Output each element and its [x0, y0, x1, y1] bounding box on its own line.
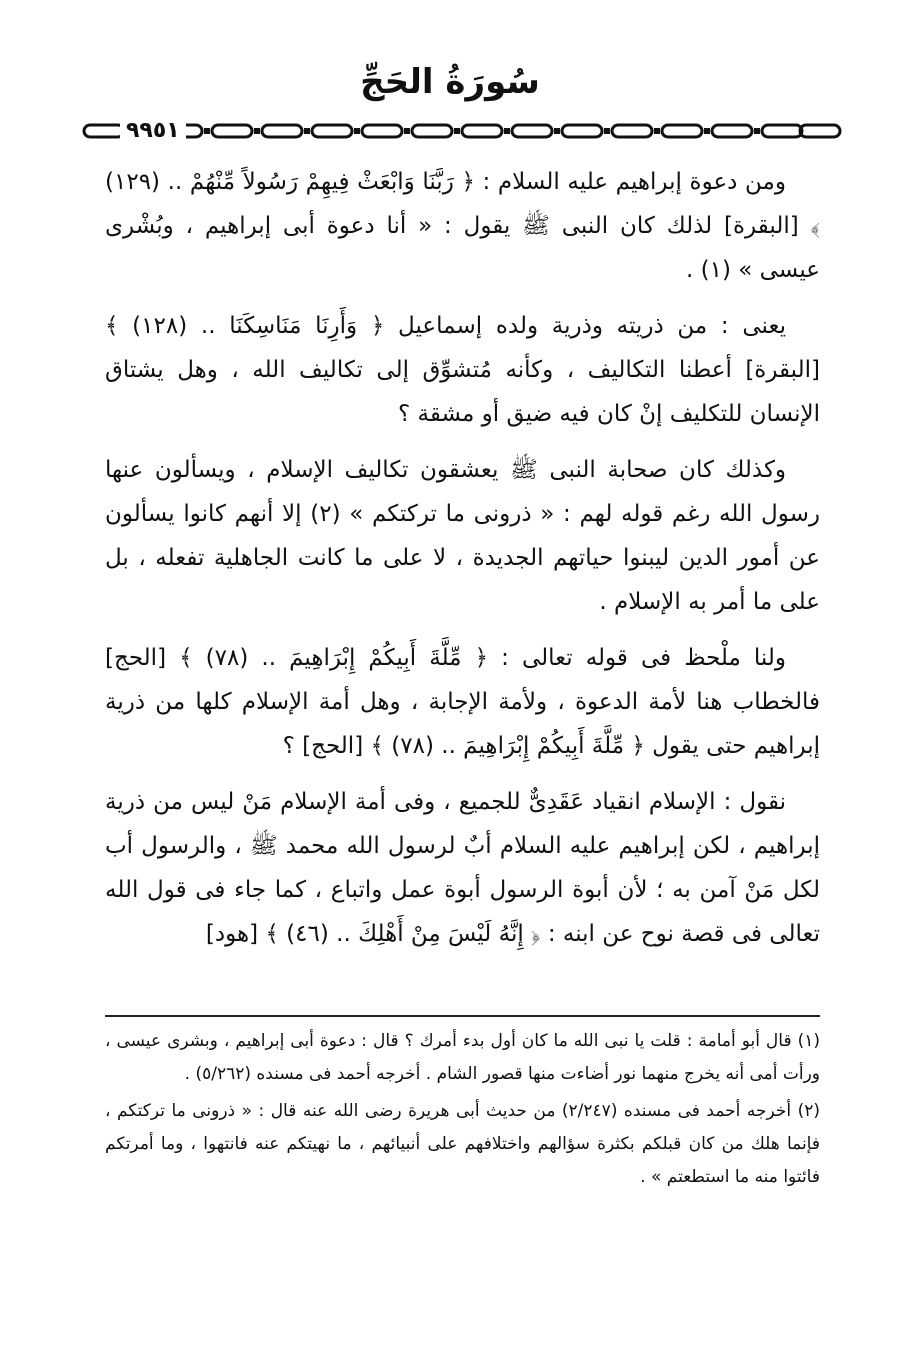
- paragraph: ومن دعوة إبراهيم عليه السلام : ﴿ رَبَّنَا وَابْعَثْ فِيهِمْ رَسُولاً مِّنْهُمْ .. (١٢٩) ﴾ [البقرة] لذلك كان النبى ﷺ يقول : « أنا دعوة أبى إبراهيم ، وبُشْرى عيسى » (١) .: [105, 169, 820, 283]
- paragraph: ولنا ملْحظ فى قوله تعالى : ﴿ مِّلَّةَ أَبِيكُمْ إِبْرَاهِيمَ .. (٧٨) ﴾ [الحج] فالخطاب هنا لأمة الدعوة ، ولأمة الإجابة ، وهل أمة الإسلام كلها من ذرية إبراهيم حتى يقول ﴿ مِّلَّةَ أَبِيكُمْ إِبْرَاهِيمَ .. (٧٨) ﴾ [الحج] ؟: [105, 645, 820, 759]
- paragraph: وكذلك كان صحابة النبى ﷺ يعشقون تكاليف الإسلام ، ويسألون عنها رسول الله رغم قوله لهم : « ذرونى ما تركتكم » (٢) إلا أنهم كانوا يسألون عن أمور الدين ليبنوا حياتهم الجديدة ، لا على ما كانت الجاهلية تفعله ، بل على ما أمر به الإسلام .: [105, 457, 821, 615]
- page-number: ٩٩٥١: [120, 118, 186, 143]
- main-text: [105, 160, 820, 968]
- decorative-chain-border: [82, 120, 842, 142]
- footnote: (٢) أخرجه أحمد فى مسنده (٢/٢٤٧) من حديث أبى هريرة رضى الله عنه قال : « ذرونى ما تركتكم ، فإنما هلك من كان قبلكم بكثرة سؤالهم واختلافهم على أنبيائهم ، ما نهيتكم عنه فانتهوا ، وما أمرتكم فائتوا منه ما استطعتم » .: [105, 1101, 820, 1187]
- footnote-separator: [105, 1015, 820, 1017]
- footnotes: [105, 1025, 820, 1198]
- surah-title: سُورَةُ الحَجِّ: [360, 62, 540, 102]
- paragraph: يعنى : من ذريته وذرية ولده إسماعيل ﴿ وَأَرِنَا مَنَاسِكَنَا .. (١٢٨) ﴾ [البقرة] أعطنا التكاليف ، وكأنه مُتشوِّق إلى تكاليف الله ، وهل يشتاق الإنسان للتكليف إنْ كان فيه ضيق أو مشقة ؟: [105, 313, 820, 427]
- paragraph: نقول : الإسلام انقياد عَقَدِىٌّ للجميع ، وفى أمة الإسلام مَنْ ليس من ذرية إبراهيم ، لكن إبراهيم عليه السلام أبٌ لرسول الله محمد ﷺ ، والرسول أب لكل مَنْ آمن به ؛ لأن أبوة الرسول أبوة عمل واتباع ، كما جاء فى قول الله تعالى فى قصة نوح عن ابنه : ﴿ إِنَّهُ لَيْسَ مِنْ أَهْلِكَ .. (٤٦) ﴾ [هود]: [105, 789, 820, 947]
- footnote: (١) قال أبو أمامة : قلت يا نبى الله ما كان أول بدء أمرك ؟ قال : دعوة أبى إبراهيم ، وبشرى عيسى ، ورأت أمى أنه يخرج منهما نور أضاءت منها قصور الشام . أخرجه أحمد فى مسنده (٥/٢٦٢) .: [105, 1031, 820, 1084]
